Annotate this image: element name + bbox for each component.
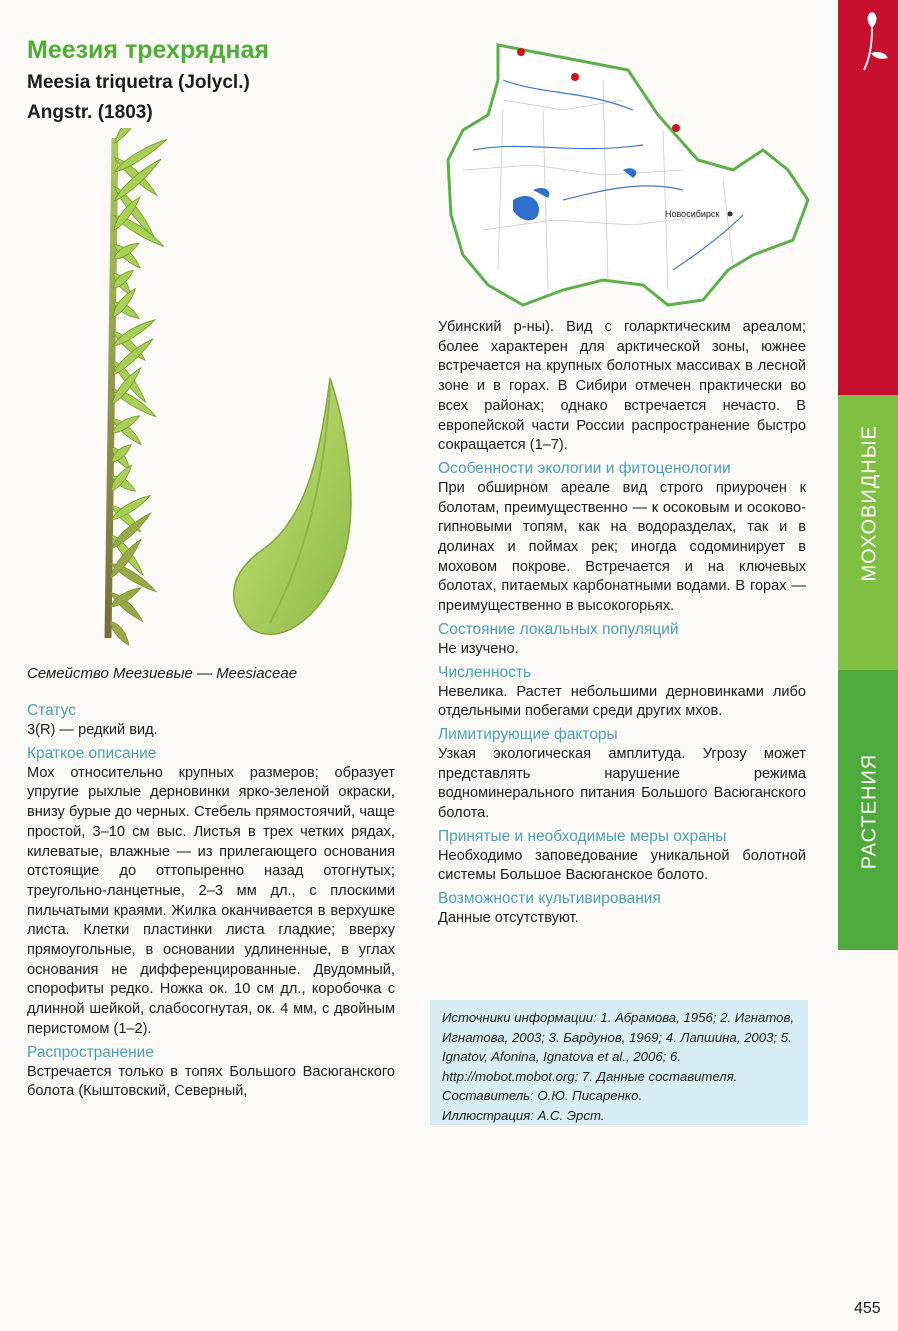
limiting-text: Узкая экологическая амплитуда. Угрозу может представлять нарушение режима водноминерального питания Большого Васюганского болота.	[438, 745, 806, 822]
measures-text: Необходимо заповедование уникальной болотной системы Большое Васюганское болото.	[438, 847, 806, 884]
moss-illustration	[20, 128, 400, 658]
ecology-text: При обширном ареале вид строго приурочен к болотам, преимущественно — к осоковым и осоково-гипновыми топям, как на водоразделах, так и в долинах и поймах рек; иногда содоминирует в моховом покрове. Встречается и на ключевых болотах, питаемых карбонатными водами. В горах — преимущественно в высокогорьях.	[438, 479, 806, 615]
latin-name-line2: Angstr. (1803)	[27, 102, 153, 123]
city-marker	[728, 212, 733, 217]
ecology-heading: Особенности экологии и фитоценологии	[438, 459, 731, 477]
limiting-heading: Лимитирующие факторы	[438, 725, 618, 743]
cultivation-heading: Возможности культивирования	[438, 890, 661, 908]
distribution-text: Встречается только в топях Большого Васюганского болота (Кыштовский, Северный,	[27, 1063, 395, 1100]
abundance-text: Невелика. Растет небольшими дерновинками либо отдельными побегами среди других мхов.	[438, 683, 806, 720]
latin-name	[27, 68, 250, 128]
species-title: Меезия трехрядная	[27, 36, 269, 64]
sidebar-label-kingdom: РАСТЕНИЯ	[858, 753, 881, 870]
abundance-heading: Численность	[438, 663, 532, 681]
distribution-heading: Распространение	[27, 1043, 154, 1061]
family-caption: Семейство Меезиевые — Meesiaceae	[27, 665, 298, 682]
leaf-detail	[234, 378, 351, 634]
sources-box	[430, 1000, 808, 1125]
flower-logo-icon	[852, 8, 892, 78]
illustration-credit: Иллюстрация: А.С. Эрст.	[442, 1107, 605, 1123]
page-number: 455	[854, 1300, 881, 1317]
distribution-map	[443, 40, 811, 315]
status-heading: Статус	[27, 702, 76, 719]
cultivation-text: Данные отсутствуют.	[438, 910, 579, 927]
description-text: Мох относительно крупных размеров; образует упругие рыхлые дерновинки ярко-зеленой окраски, внизу бурые до черных. Стебель прямостоячий, чаще простой, 3–10 см выс. Листья в трех четких рядах, килеватые, влажные — из прилегающего основания отстоящие до оттопыренно назад отогнутых; треугольно-ланцетные, 2–3 мм дл., с плоскими пильчатыми краями. Жилка оканчивается в верхушке листа. Клетки пластинки листа гладкие; вверху прямоугольные, в основании удлиненные, в углах основания не дифференцированные. Двудомный, спорофиты редко. Ножка ок. 10 см дл., коробочка с длинной шейкой, слабосогнутая, ок. 4 мм, с двойным перистомом (1–2).	[27, 764, 395, 1037]
populations-heading: Состояние локальных популяций	[438, 620, 679, 638]
measures-heading: Принятые и необходимые меры охраны	[438, 827, 727, 845]
description-heading: Краткое описание	[27, 744, 157, 762]
sidebar-label-division: МОХОВИДНЫЕ	[858, 425, 881, 582]
distribution-continued: Убинский р-ны). Вид с голарктическим ареалом; более характерен для арктической зоны, южнее встречается на крупных болотных массивах в лесной зоне и в горах. В Сибири отмечен практически во всех районах; однако встречается нечасто. В европейской части России распространение быстро сокращается (1–7).	[438, 319, 806, 454]
moss-leaf	[112, 135, 169, 174]
city-label: Новосибирск	[665, 209, 720, 219]
compiler-credit: Составитель: О.Ю. Писаренко.	[442, 1088, 643, 1104]
right-column	[438, 318, 806, 931]
left-column	[27, 700, 395, 1104]
sources-text: Источники информации: 1. Абрамова, 1956; 2. Игнатов, Игнатова, 2003; 3. Бардунов, 1969; 4. Лапшина, 2003; 5. Ignatov, Afonina, Ignatova et al., 2006; 6. http://mobot.mobot.org; 7. Данные составителя.	[442, 1010, 795, 1084]
status-text: 3(R) — редкий вид.	[27, 722, 158, 738]
region-outline	[448, 45, 808, 305]
populations-text: Не изучено.	[438, 640, 519, 657]
latin-name-line1: Meesia triquetra (Jolycl.)	[27, 72, 250, 93]
